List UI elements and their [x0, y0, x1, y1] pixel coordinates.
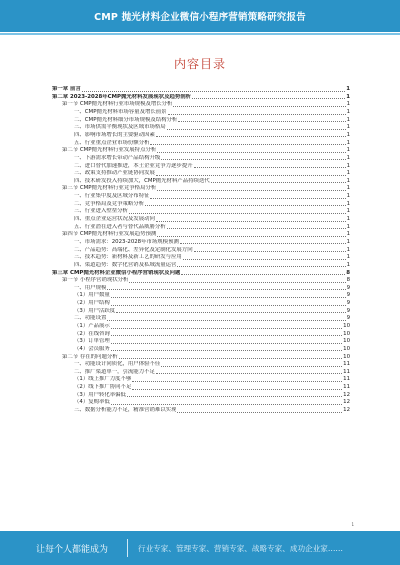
toc-entry[interactable]: [52, 170, 350, 178]
toc-entry-page: 1: [346, 170, 350, 177]
toc-entry[interactable]: [52, 353, 350, 361]
toc-entry-label: 第二节 CMP抛光材料行业发展特点分析: [62, 147, 157, 154]
toc-entry-label: 二、功能设置: [74, 315, 107, 322]
toc-entry-page: 1: [346, 254, 350, 261]
toc-entry[interactable]: [52, 292, 350, 300]
toc-entry-page: 1: [346, 147, 350, 154]
toc-entry[interactable]: [52, 254, 350, 262]
toc-entry-label: 四、技术研发投入持续加大，CMP抛光材料产品持续迭代: [74, 177, 210, 184]
toc-entry[interactable]: [52, 239, 350, 247]
toc-entry-page: 1: [346, 231, 350, 238]
toc-entry[interactable]: [52, 86, 350, 94]
toc-entry-label: 二、推广渠道单一，引流能力不足: [74, 368, 155, 375]
toc-entry-page: 9: [346, 284, 350, 291]
toc-entry-page: 1: [346, 154, 350, 161]
toc-entry[interactable]: [52, 124, 350, 132]
footer-brand: 让每个人都能成为: [36, 545, 109, 555]
toc-leader-dots: [111, 343, 342, 344]
toc-leader-dots: [161, 159, 345, 160]
toc-entry[interactable]: [52, 285, 350, 293]
toc-entry-label: （2）线下推广协同不足: [74, 384, 132, 391]
toc-leader-dots: [157, 190, 345, 191]
toc-entry-label: （1）线上推广力度不够: [74, 376, 132, 383]
toc-entry-label: 第二节 存在的问题分析: [62, 353, 118, 360]
toc-leader-dots: [168, 114, 346, 115]
toc-leader-dots: [107, 320, 345, 321]
toc-leader-dots: [129, 282, 345, 283]
toc-entry-page: 12: [343, 391, 350, 398]
toc-entry-page: 1: [346, 208, 350, 215]
toc-entry-page: 1: [346, 131, 350, 138]
toc-entry-page: 11: [343, 368, 350, 375]
toc-entry[interactable]: [52, 376, 350, 384]
toc-entry-page: 10: [343, 323, 350, 329]
table-of-contents: [52, 86, 350, 415]
toc-entry[interactable]: [52, 178, 350, 186]
toc-entry[interactable]: [52, 384, 350, 392]
header-banner: [0, 0, 400, 32]
toc-entry-page: 1: [346, 200, 350, 207]
toc-entry-label: （4）会员服务: [74, 345, 110, 352]
toc-entry-page: 1: [346, 246, 350, 253]
toc-leader-dots: [167, 228, 346, 229]
toc-entry-label: 三、市场供需平衡现状及区域市场格局: [74, 124, 166, 131]
toc-entry-page: 1: [346, 93, 350, 100]
toc-entry[interactable]: [52, 201, 350, 209]
toc-leader-dots: [183, 259, 346, 260]
toc-entry[interactable]: [52, 231, 350, 239]
toc-leader-dots: [181, 274, 345, 275]
toc-leader-dots: [177, 266, 345, 267]
toc-leader-dots: [129, 213, 346, 214]
toc-entry-page: 1: [346, 162, 350, 169]
toc-entry[interactable]: [52, 277, 350, 285]
toc-entry-label: （4）复购率低: [74, 399, 110, 406]
toc-entry-page: 10: [343, 338, 350, 345]
toc-entry-page: 1: [346, 124, 350, 131]
toc-entry[interactable]: [52, 331, 350, 339]
toc-entry[interactable]: [52, 139, 350, 147]
toc-entry-page: 11: [343, 361, 350, 368]
toc-entry[interactable]: [52, 361, 350, 369]
toc-entry-page: 1: [346, 109, 350, 116]
toc-entry[interactable]: [52, 94, 350, 102]
toc-entry-page: 11: [343, 376, 350, 383]
toc-entry[interactable]: [52, 224, 350, 232]
toc-leader-dots: [192, 98, 345, 99]
toc-entry[interactable]: [52, 392, 350, 400]
toc-entry-page: 12: [343, 399, 350, 406]
toc-entry-label: 第二章 2023-2028年CMP抛光材料发展现状及趋势剖析: [52, 93, 192, 100]
toc-entry-label: 一、用户规模: [74, 284, 107, 291]
toc-entry[interactable]: [52, 323, 350, 331]
toc-entry[interactable]: [52, 155, 350, 163]
toc-leader-dots: [132, 389, 342, 390]
toc-leader-dots: [127, 396, 342, 397]
toc-entry-label: 四、影响市场增长的主要驱动因素: [74, 131, 155, 138]
toc-entry-page: 1: [346, 177, 350, 184]
toc-entry-page: 1: [346, 185, 350, 192]
toc-entry-page: 1: [346, 238, 350, 245]
toc-entry[interactable]: [52, 346, 350, 354]
toc-entry-label: （2）用户结构: [74, 300, 110, 307]
toc-entry-label: （3）用户活跃度: [74, 307, 116, 314]
toc-entry-label: 四、渠道趋势：数字化营销及私域流量运营: [74, 261, 177, 268]
toc-entry[interactable]: [52, 162, 350, 170]
toc-entry-label: 五、行业重点企业市场份额分析: [74, 139, 150, 146]
toc-leader-dots: [132, 381, 342, 382]
toc-entry-page: 1: [346, 223, 350, 230]
toc-leader-dots: [173, 106, 345, 107]
toc-entry[interactable]: [52, 269, 350, 277]
toc-leader-dots: [150, 198, 345, 199]
page-title: 内容目录: [173, 57, 226, 71]
toc-entry-label: （3）用户转化率偏低: [74, 391, 126, 398]
toc-entry[interactable]: [52, 193, 350, 201]
toc-entry-label: 第一节 CMP抛光材料行业市场规模及增长分析: [62, 101, 173, 108]
toc-leader-dots: [178, 121, 345, 122]
toc-entry-label: 一、行业集中度及区域分布特征: [74, 193, 150, 200]
toc-entry[interactable]: [52, 109, 350, 117]
toc-entry-page: 10: [343, 345, 350, 352]
toc-entry-label: 二、产品趋势：高端化、差异化及定制化发展方向: [74, 246, 193, 253]
toc-entry[interactable]: [52, 117, 350, 125]
toc-entry-label: （2）在线咨询: [74, 330, 110, 337]
toc-leader-dots: [111, 328, 342, 329]
toc-leader-dots: [194, 251, 346, 252]
header-divider: [0, 33, 400, 35]
toc-entry-label: 第一节 小程序营销现状分析: [62, 277, 129, 284]
toc-entry-page: 1: [346, 193, 350, 200]
toc-leader-dots: [145, 205, 345, 206]
toc-entry-label: 三、政策支持推动产业链协同发展: [74, 170, 155, 177]
toc-leader-dots: [111, 350, 342, 351]
toc-entry[interactable]: [52, 300, 350, 308]
toc-entry[interactable]: [52, 308, 350, 316]
toc-entry-page: 9: [346, 300, 350, 307]
toc-entry-page: 10: [343, 330, 350, 337]
toc-leader-dots: [116, 312, 345, 313]
toc-entry[interactable]: [52, 399, 350, 407]
toc-entry-label: （1）用户数量: [74, 292, 110, 299]
toc-leader-dots: [167, 129, 346, 130]
toc-leader-dots: [156, 373, 342, 374]
toc-entry[interactable]: [52, 101, 350, 109]
toc-entry-label: 第三章 CMP抛光材料企业微信小程序营销现状及问题: [52, 269, 181, 276]
toc-entry-label: 第一章 前言: [52, 86, 81, 93]
toc-entry-label: （3）订单管理: [74, 338, 110, 345]
toc-entry-page: 12: [343, 407, 350, 414]
toc-entry[interactable]: [52, 185, 350, 193]
toc-entry-page: 9: [346, 292, 350, 299]
toc-entry-label: 一、CMP抛光材料市场容量及增长前景: [74, 109, 167, 116]
toc-entry-page: 1: [346, 216, 350, 223]
toc-leader-dots: [156, 221, 346, 222]
toc-entry[interactable]: [52, 262, 350, 270]
toc-entry-label: （1）产品展示: [74, 323, 110, 329]
toc-entry[interactable]: [52, 369, 350, 377]
report-title: CMP 抛光材料企业微信小程序营销策略研究报告: [94, 12, 306, 23]
toc-leader-dots: [180, 243, 346, 244]
toc-leader-dots: [111, 404, 342, 405]
footer-divider: [127, 539, 128, 557]
toc-entry-page: 1: [346, 101, 350, 108]
toc-entry-label: 三、数据分析能力不足，精准营销难以实现: [74, 407, 177, 414]
toc-leader-dots: [177, 412, 342, 413]
toc-entry-page: 9: [346, 315, 350, 322]
toc-leader-dots: [211, 182, 346, 183]
toc-entry[interactable]: [52, 147, 350, 155]
toc-entry-page: 9: [346, 307, 350, 314]
toc-entry-page: 10: [343, 353, 350, 360]
toc-entry[interactable]: [52, 407, 350, 415]
toc-entry-page: 1: [346, 86, 350, 93]
toc-leader-dots: [156, 175, 346, 176]
toc-entry-label: 三、技术趋势：新材料及新工艺的研发与应用: [74, 254, 182, 261]
toc-entry[interactable]: [52, 216, 350, 224]
toc-entry-page: 8: [346, 277, 350, 284]
footer-banner: [0, 531, 400, 565]
toc-entry-label: 第四节 CMP抛光材料行业发展趋势预测: [62, 231, 157, 238]
toc-leader-dots: [194, 167, 346, 168]
toc-entry-label: 二、进口替代加速推进，本土企业竞争力逐步提升: [74, 162, 193, 169]
toc-leader-dots: [156, 136, 346, 137]
toc-leader-dots: [107, 289, 345, 290]
page-number: 1: [351, 522, 354, 527]
toc-leader-dots: [150, 144, 345, 145]
toc-leader-dots: [111, 297, 346, 298]
toc-entry[interactable]: [52, 338, 350, 346]
toc-leader-dots: [111, 335, 342, 336]
toc-leader-dots: [119, 358, 343, 359]
toc-entry-label: 三、行业进入壁垒分析: [74, 208, 128, 215]
toc-entry-page: 1: [346, 139, 350, 146]
toc-entry-label: 一、功能设计同质化，用户体验不佳: [74, 361, 161, 368]
toc-entry-label: 四、重点企业运营状况及发展动向: [74, 216, 155, 223]
footer-tagline: 行业专家、管理专家、营销专家、战略专家、成功企业家……: [138, 544, 344, 553]
toc-entry-page: 11: [343, 384, 350, 391]
toc-entry[interactable]: [52, 315, 350, 323]
toc-entry[interactable]: [52, 132, 350, 140]
toc-leader-dots: [82, 91, 345, 92]
toc-entry-label: 一、市场需求：2023-2028年市场规模预测: [74, 238, 179, 245]
toc-leader-dots: [157, 236, 345, 237]
toc-entry-label: 二、竞争格局及竞争策略分析: [74, 200, 145, 207]
toc-entry-label: 五、行业潜在进入者与替代品威胁分析: [74, 223, 166, 230]
toc-leader-dots: [161, 366, 342, 367]
toc-entry-page: 8: [346, 269, 350, 276]
toc-entry-label: 一、下游需求增长带动产品结构升级: [74, 154, 161, 161]
toc-entry-page: 1: [346, 116, 350, 123]
toc-leader-dots: [157, 152, 345, 153]
toc-entry-page: 1: [346, 261, 350, 268]
toc-leader-dots: [111, 305, 346, 306]
toc-entry[interactable]: [52, 208, 350, 216]
toc-entry[interactable]: [52, 246, 350, 254]
toc-entry-label: 第三节 CMP抛光材料行业竞争格局分析: [62, 185, 157, 192]
toc-entry-label: 二、CMP抛光材料细分市场规模及结构分析: [74, 116, 178, 123]
